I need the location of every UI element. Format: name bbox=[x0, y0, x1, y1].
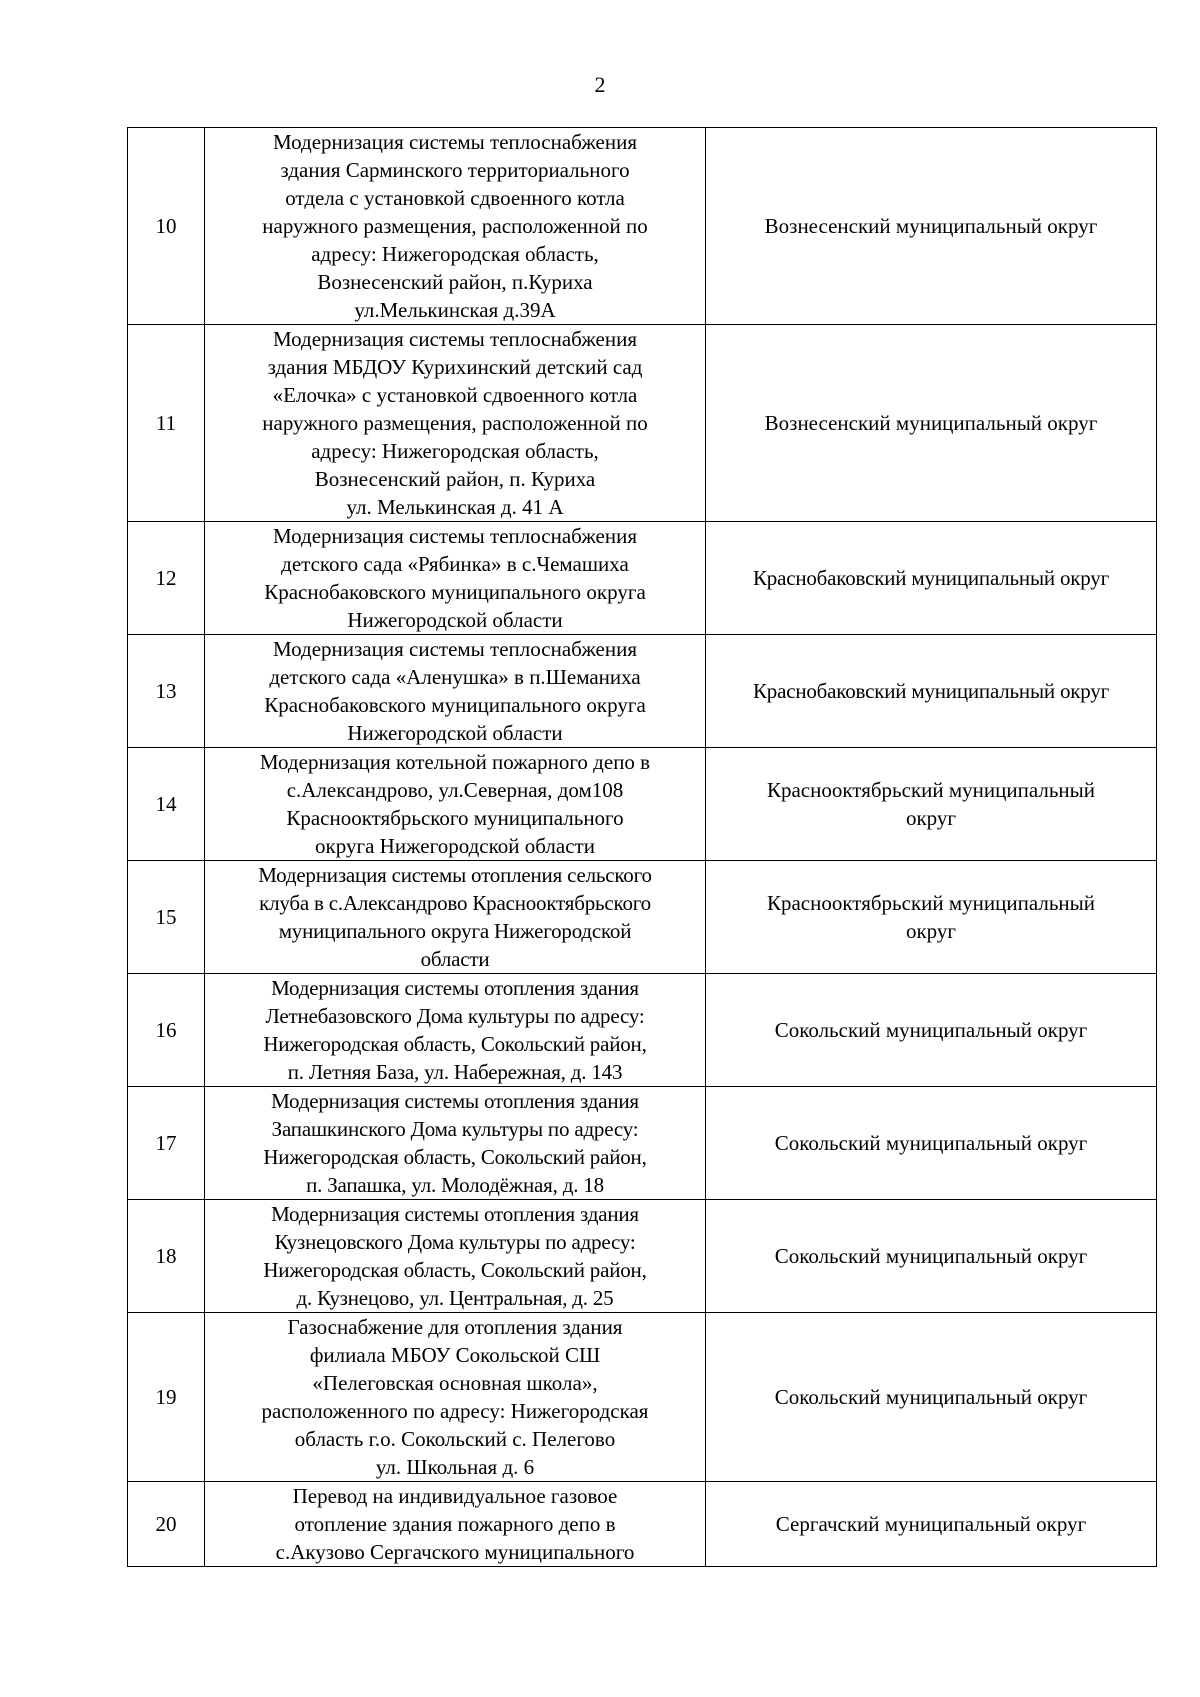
object-name-cell bbox=[205, 1087, 706, 1200]
object-name-cell bbox=[205, 974, 706, 1087]
row-number: 14 bbox=[155, 792, 177, 816]
district-name: Сокольский муниципальный округ bbox=[774, 1018, 1088, 1042]
object-name: Газоснабжение для отопления здания филиала МБОУ Сокольской СШ «Пелеговская основная школа», расположенного по адресу: Нижегородская область г.о. Сокольский с. Пелегово ул. Школьная д. 6 bbox=[261, 1315, 649, 1479]
district-name: Краснооктябрьский муниципальный округ bbox=[766, 891, 1095, 943]
row-number-cell bbox=[128, 974, 205, 1087]
district-cell bbox=[706, 635, 1157, 748]
row-number: 13 bbox=[155, 679, 177, 703]
object-name-cell bbox=[205, 325, 706, 522]
object-name-cell bbox=[205, 635, 706, 748]
table-row bbox=[128, 1200, 1157, 1313]
object-name-cell bbox=[205, 522, 706, 635]
district-name: Краснобаковский муниципальный округ bbox=[753, 679, 1109, 703]
object-name-cell bbox=[205, 1482, 706, 1567]
row-number-cell bbox=[128, 748, 205, 861]
row-number-cell bbox=[128, 1087, 205, 1200]
district-name: Сокольский муниципальный округ bbox=[774, 1385, 1088, 1409]
district-cell bbox=[706, 861, 1157, 974]
page-number: 2 bbox=[594, 72, 606, 97]
object-name-cell bbox=[205, 1313, 706, 1482]
district-cell bbox=[706, 325, 1157, 522]
object-name: Модернизация системы теплоснабжения детского сада «Рябинка» в с.Чемашиха Краснобаковского муниципального округа Нижегородской области bbox=[264, 524, 646, 632]
row-number-cell bbox=[128, 861, 205, 974]
table-row bbox=[128, 1482, 1157, 1567]
row-number: 16 bbox=[155, 1018, 177, 1042]
district-cell bbox=[706, 748, 1157, 861]
table-row bbox=[128, 1087, 1157, 1200]
row-number-cell bbox=[128, 1200, 205, 1313]
table-row bbox=[128, 635, 1157, 748]
object-name-cell bbox=[205, 1200, 706, 1313]
table-row bbox=[128, 522, 1157, 635]
object-name: Модернизация котельной пожарного депо в с.Александрово, ул.Северная, дом108 Краснооктябрьского муниципального округа Нижегородской области bbox=[259, 750, 651, 858]
table-row bbox=[128, 1313, 1157, 1482]
district-name: Краснобаковский муниципальный округ bbox=[753, 566, 1109, 590]
object-name: Модернизация системы отопления здания Кузнецовского Дома культуры по адресу: Нижегородская область, Сокольский район, д. Кузнецово, ул. Центральная, д. 25 bbox=[263, 1202, 647, 1310]
object-name: Модернизация системы теплоснабжения здания Сарминского территориального отдела с установкой сдвоенного котла наружного размещения, расположенной по адресу: Нижегородская область, Вознесенский район, п.Куриха ул.Мелькинская д.39А bbox=[262, 130, 648, 322]
object-name: Модернизация системы отопления здания Запашкинского Дома культуры по адресу: Нижегородская область, Сокольский район, п. Запашка, ул. Молодёжная, д. 18 bbox=[263, 1089, 647, 1197]
district-name: Сокольский муниципальный округ bbox=[774, 1131, 1088, 1155]
row-number: 18 bbox=[155, 1244, 177, 1268]
district-cell bbox=[706, 1200, 1157, 1313]
row-number-cell bbox=[128, 522, 205, 635]
district-name: Краснооктябрьский муниципальный округ bbox=[766, 778, 1095, 830]
row-number-cell bbox=[128, 1313, 205, 1482]
row-number: 10 bbox=[155, 214, 177, 238]
district-name: Вознесенский муниципальный округ bbox=[764, 214, 1098, 238]
district-cell bbox=[706, 522, 1157, 635]
row-number: 15 bbox=[155, 905, 177, 929]
row-number-cell bbox=[128, 635, 205, 748]
table-row bbox=[128, 861, 1157, 974]
objects-table bbox=[127, 127, 1157, 1567]
row-number: 20 bbox=[155, 1512, 177, 1536]
row-number: 17 bbox=[155, 1131, 177, 1155]
row-number-cell bbox=[128, 128, 205, 325]
district-name: Сокольский муниципальный округ bbox=[774, 1244, 1088, 1268]
district-name: Вознесенский муниципальный округ bbox=[764, 411, 1098, 435]
object-name: Модернизация системы отопления сельского клуба в с.Александрово Краснооктябрьского муниципального округа Нижегородской области bbox=[258, 863, 652, 971]
row-number-cell bbox=[128, 1482, 205, 1567]
district-name: Сергачский муниципальный округ bbox=[775, 1512, 1087, 1536]
table-row bbox=[128, 128, 1157, 325]
district-cell bbox=[706, 128, 1157, 325]
district-cell bbox=[706, 1313, 1157, 1482]
district-cell bbox=[706, 1482, 1157, 1567]
table-row bbox=[128, 748, 1157, 861]
district-cell bbox=[706, 974, 1157, 1087]
row-number: 11 bbox=[155, 411, 177, 435]
object-name: Модернизация системы теплоснабжения детского сада «Аленушка» в п.Шеманиха Краснобаковского муниципального округа Нижегородской области bbox=[264, 637, 646, 745]
table-row bbox=[128, 325, 1157, 522]
row-number: 19 bbox=[155, 1385, 177, 1409]
object-name: Модернизация системы отопления здания Летнебазовского Дома культуры по адресу: Нижегородская область, Сокольский район, п. Летняя База, ул. Набережная, д. 143 bbox=[263, 976, 647, 1084]
object-name-cell bbox=[205, 128, 706, 325]
object-name-cell bbox=[205, 861, 706, 974]
object-name: Модернизация системы теплоснабжения здания МБДОУ Курихинский детский сад «Елочка» с установкой сдвоенного котла наружного размещения, расположенной по адресу: Нижегородская область, Вознесенский район, п. Куриха ул. Мелькинская д. 41 А bbox=[262, 327, 648, 519]
row-number-cell bbox=[128, 325, 205, 522]
row-number: 12 bbox=[155, 566, 177, 590]
object-name-cell bbox=[205, 748, 706, 861]
object-name: Перевод на индивидуальное газовое отопление здания пожарного депо в с.Акузово Сергачского муниципального bbox=[275, 1484, 635, 1564]
district-cell bbox=[706, 1087, 1157, 1200]
table-row bbox=[128, 974, 1157, 1087]
